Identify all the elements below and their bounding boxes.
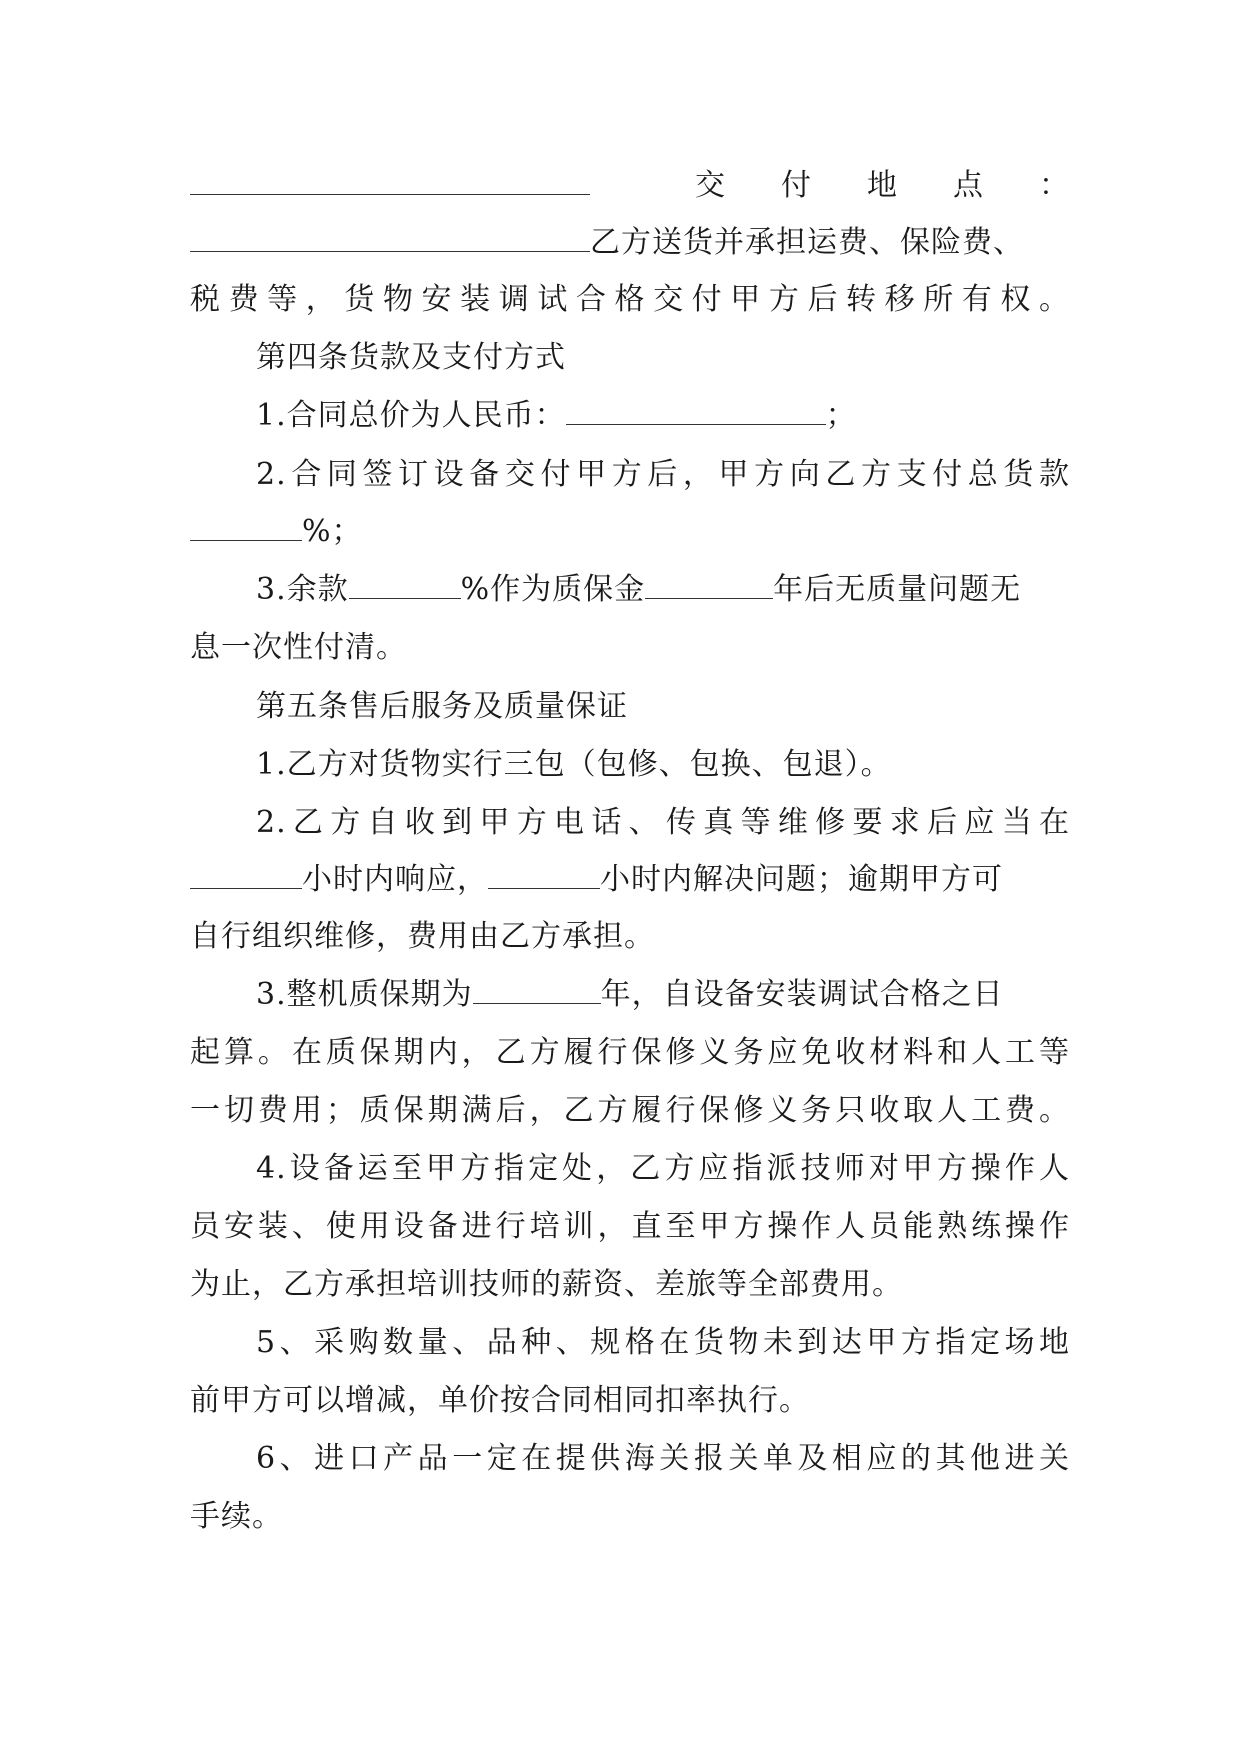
clause-line: 2.乙方自收到甲方电话、传真等维修要求后应当在 [256,805,1070,840]
line-text: 1.合同总价为人民币： [256,398,566,433]
section-heading-4: 第四条货款及支付方式 [256,340,566,375]
delivery-place-line [190,166,1070,206]
blank-field [488,860,600,889]
blank-field [473,975,601,1004]
line-text: 3.整机质保期为 [256,977,473,1012]
line-text: 年，自设备安装调试合格之日 [600,977,1004,1012]
clause-line: 息一次性付清。 [190,630,407,665]
clause-line: 手续。 [190,1499,283,1534]
clause-line [190,512,1070,552]
line-text: 年后无质量问题无 [773,572,1022,607]
section-heading-5: 第五条售后服务及质量保证 [256,689,628,724]
blank-field [349,570,461,599]
clause-line: 4.设备运至甲方指定处，乙方应指派技师对甲方操作人 [256,1151,1070,1186]
clause-line: 前甲方可以增减，单价按合同相同扣率执行。 [190,1383,810,1418]
blank-field [566,396,826,425]
line-text: %作为质保金 [460,572,646,607]
blank-field [190,223,590,252]
clause-line: 自行组织维修，费用由乙方承担。 [190,919,655,954]
clause-line [256,975,1070,1015]
clause-line: 一切费用；质保期满后，乙方履行保修义务只收取人工费。 [190,1093,1070,1128]
clause-line [256,396,1070,436]
clause-line: 税费等，货物安装调试合格交付甲方后转移所有权。 [190,282,1070,317]
line-text: ； [825,398,857,433]
clause-line: 6、进口产品一定在提供海关报关单及相应的其他进关 [256,1441,1070,1476]
clause-line: 起算。在质保期内，乙方履行保修义务应免收材料和人工等 [190,1035,1070,1070]
line-text: 乙方送货并承担运费、保险费、 [590,225,1024,260]
clause-line: 员安装、使用设备进行培训，直至甲方操作人员能熟练操作 [190,1209,1070,1244]
blank-field [190,166,590,195]
clause-line: 1.乙方对货物实行三包（包修、包换、包退）。 [256,747,892,782]
delivery-place-label: 交 付 地 点 ： [695,168,1070,203]
line-text: 3.余款 [256,572,349,607]
clause-line [190,860,1070,900]
clause-line [256,570,1070,610]
blank-field [190,512,302,541]
clause-line: 为止，乙方承担培训技师的薪资、差旅等全部费用。 [190,1267,903,1302]
line-text: 小时内解决问题；逾期甲方可 [600,862,1003,897]
line-text: 小时内响应， [302,862,488,897]
clause-line: 2.合同签订设备交付甲方后，甲方向乙方支付总货款 [256,457,1070,492]
blank-field [645,570,773,599]
clause-line [190,223,1070,263]
clause-line: 5、采购数量、品种、规格在货物未到达甲方指定场地 [256,1325,1070,1360]
blank-field [190,860,302,889]
line-text: %； [302,514,363,549]
